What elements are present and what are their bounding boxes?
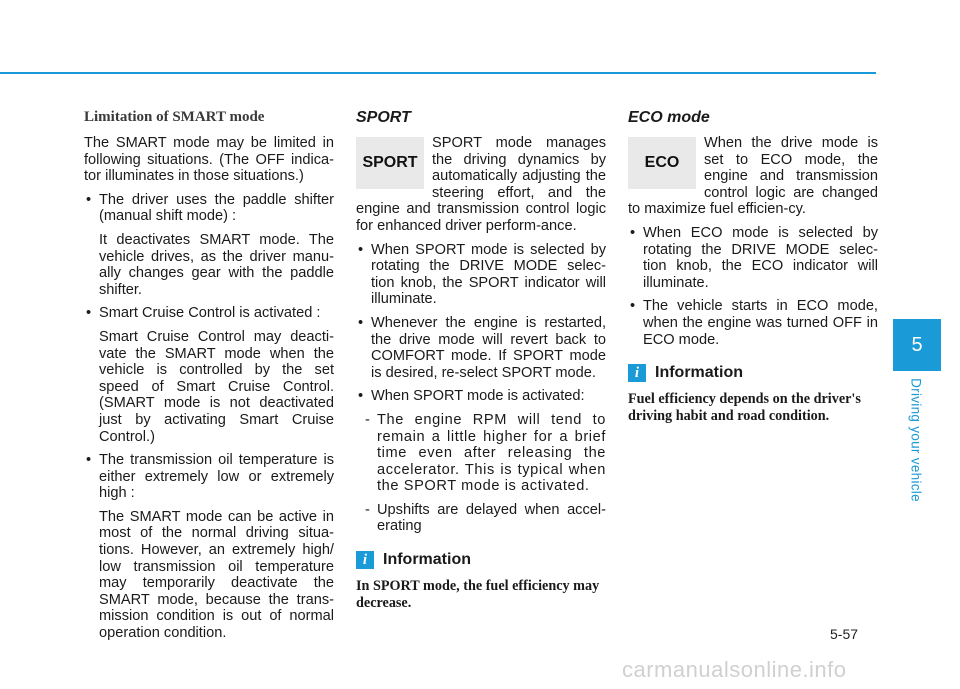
info-title: Information [383, 550, 471, 568]
eco-heading: ECO mode [628, 109, 710, 126]
eco-list [628, 225, 878, 348]
dash-mark: - [365, 501, 370, 518]
list-item: • The transmission oil temperature is either extremely low or extremely high : [84, 452, 334, 502]
list-item: • When ECO mode is selected by rotating the DRIVE MODE selec-tion knob, the ECO indicator will illuminate. [628, 225, 878, 291]
page-number: 5-57 [830, 626, 859, 642]
watermark: carmanualsonline.info [622, 657, 847, 682]
chapter-title: Driving your vehicle [908, 378, 924, 502]
list-item: • Whenever the engine is restarted, the drive mode will revert back to COMFORT mode. If SPORT mode is desired, re-select SPORT mode. [356, 315, 606, 381]
limitation-heading: Limitation of SMART mode [84, 109, 265, 125]
eco-info-text: Fuel efficiency depends on the driver's driving habit and road condition. [628, 391, 861, 424]
list-item: • When SPORT mode is activated: [356, 388, 606, 405]
sport-info-header [356, 551, 606, 569]
column-sport [356, 108, 606, 611]
sport-intro-block [356, 135, 606, 242]
sport-info-text: In SPORT mode, the fuel efficiency may decrease. [356, 578, 600, 611]
sport-intro: SPORT mode manages the driving dynamics by automatically adjusting the steering effort, and the engine and transmission control logic for enhanced driver perform-ance. [356, 135, 606, 234]
sub-item-text: The engine RPM will tend to remain a little higher for a brief time even after releasing the accelerator. This is typical when the SPORT mode is activated. [377, 411, 606, 495]
column-eco [628, 108, 878, 424]
column-limitation [84, 108, 334, 649]
limitation-list [84, 192, 334, 642]
info-icon: i [628, 364, 646, 382]
list-item-detail: The SMART mode can be active in most of the normal driving situa-tions. However, an extremely high/ low transmission oil temperature may temporarily deactivate the SMART mode, because the trans-mission condition is out of normal operation condition. [99, 508, 334, 642]
chapter-tab: 5 [893, 319, 941, 371]
info-icon: i [356, 551, 374, 569]
sub-list-item [356, 412, 606, 495]
limitation-intro: The SMART mode may be limited in following situations. (The OFF indica-tor illuminates in those situations.) [84, 135, 334, 185]
list-item-detail: It deactivates SMART mode. The vehicle drives, as the driver manu-ally changes gear with the paddle shifter. [99, 231, 334, 298]
sport-mode-icon: SPORT [356, 137, 424, 189]
sub-item-text: Upshifts are delayed when accel-erating [377, 501, 606, 535]
list-item: • When SPORT mode is selected by rotating the DRIVE MODE selec-tion knob, the SPORT indicator will illuminate. [356, 242, 606, 308]
eco-info-header [628, 364, 878, 382]
sport-list [356, 242, 606, 405]
dash-mark: - [365, 411, 370, 428]
sub-list-item [356, 502, 606, 535]
sport-heading: SPORT [356, 109, 411, 126]
header-rule [0, 72, 876, 74]
list-item: • Smart Cruise Control is activated : [84, 305, 334, 322]
list-item-detail: Smart Cruise Control may deacti-vate the SMART mode when the vehicle is controlled by the set speed of Smart Cruise Control. (SMART mode is not deactivated just by activating Smart Cruise Control.) [99, 328, 334, 445]
info-title: Information [655, 363, 743, 381]
eco-mode-icon: ECO [628, 137, 696, 189]
eco-intro-block [628, 135, 878, 225]
list-item: • The vehicle starts in ECO mode, when the engine was turned OFF in ECO mode. [628, 298, 878, 348]
list-item: • The driver uses the paddle shifter (manual shift mode) : [84, 192, 334, 225]
eco-intro: When the drive mode is set to ECO mode, the engine and transmission control logic are changed to maximize fuel efficien-cy. [628, 135, 878, 218]
